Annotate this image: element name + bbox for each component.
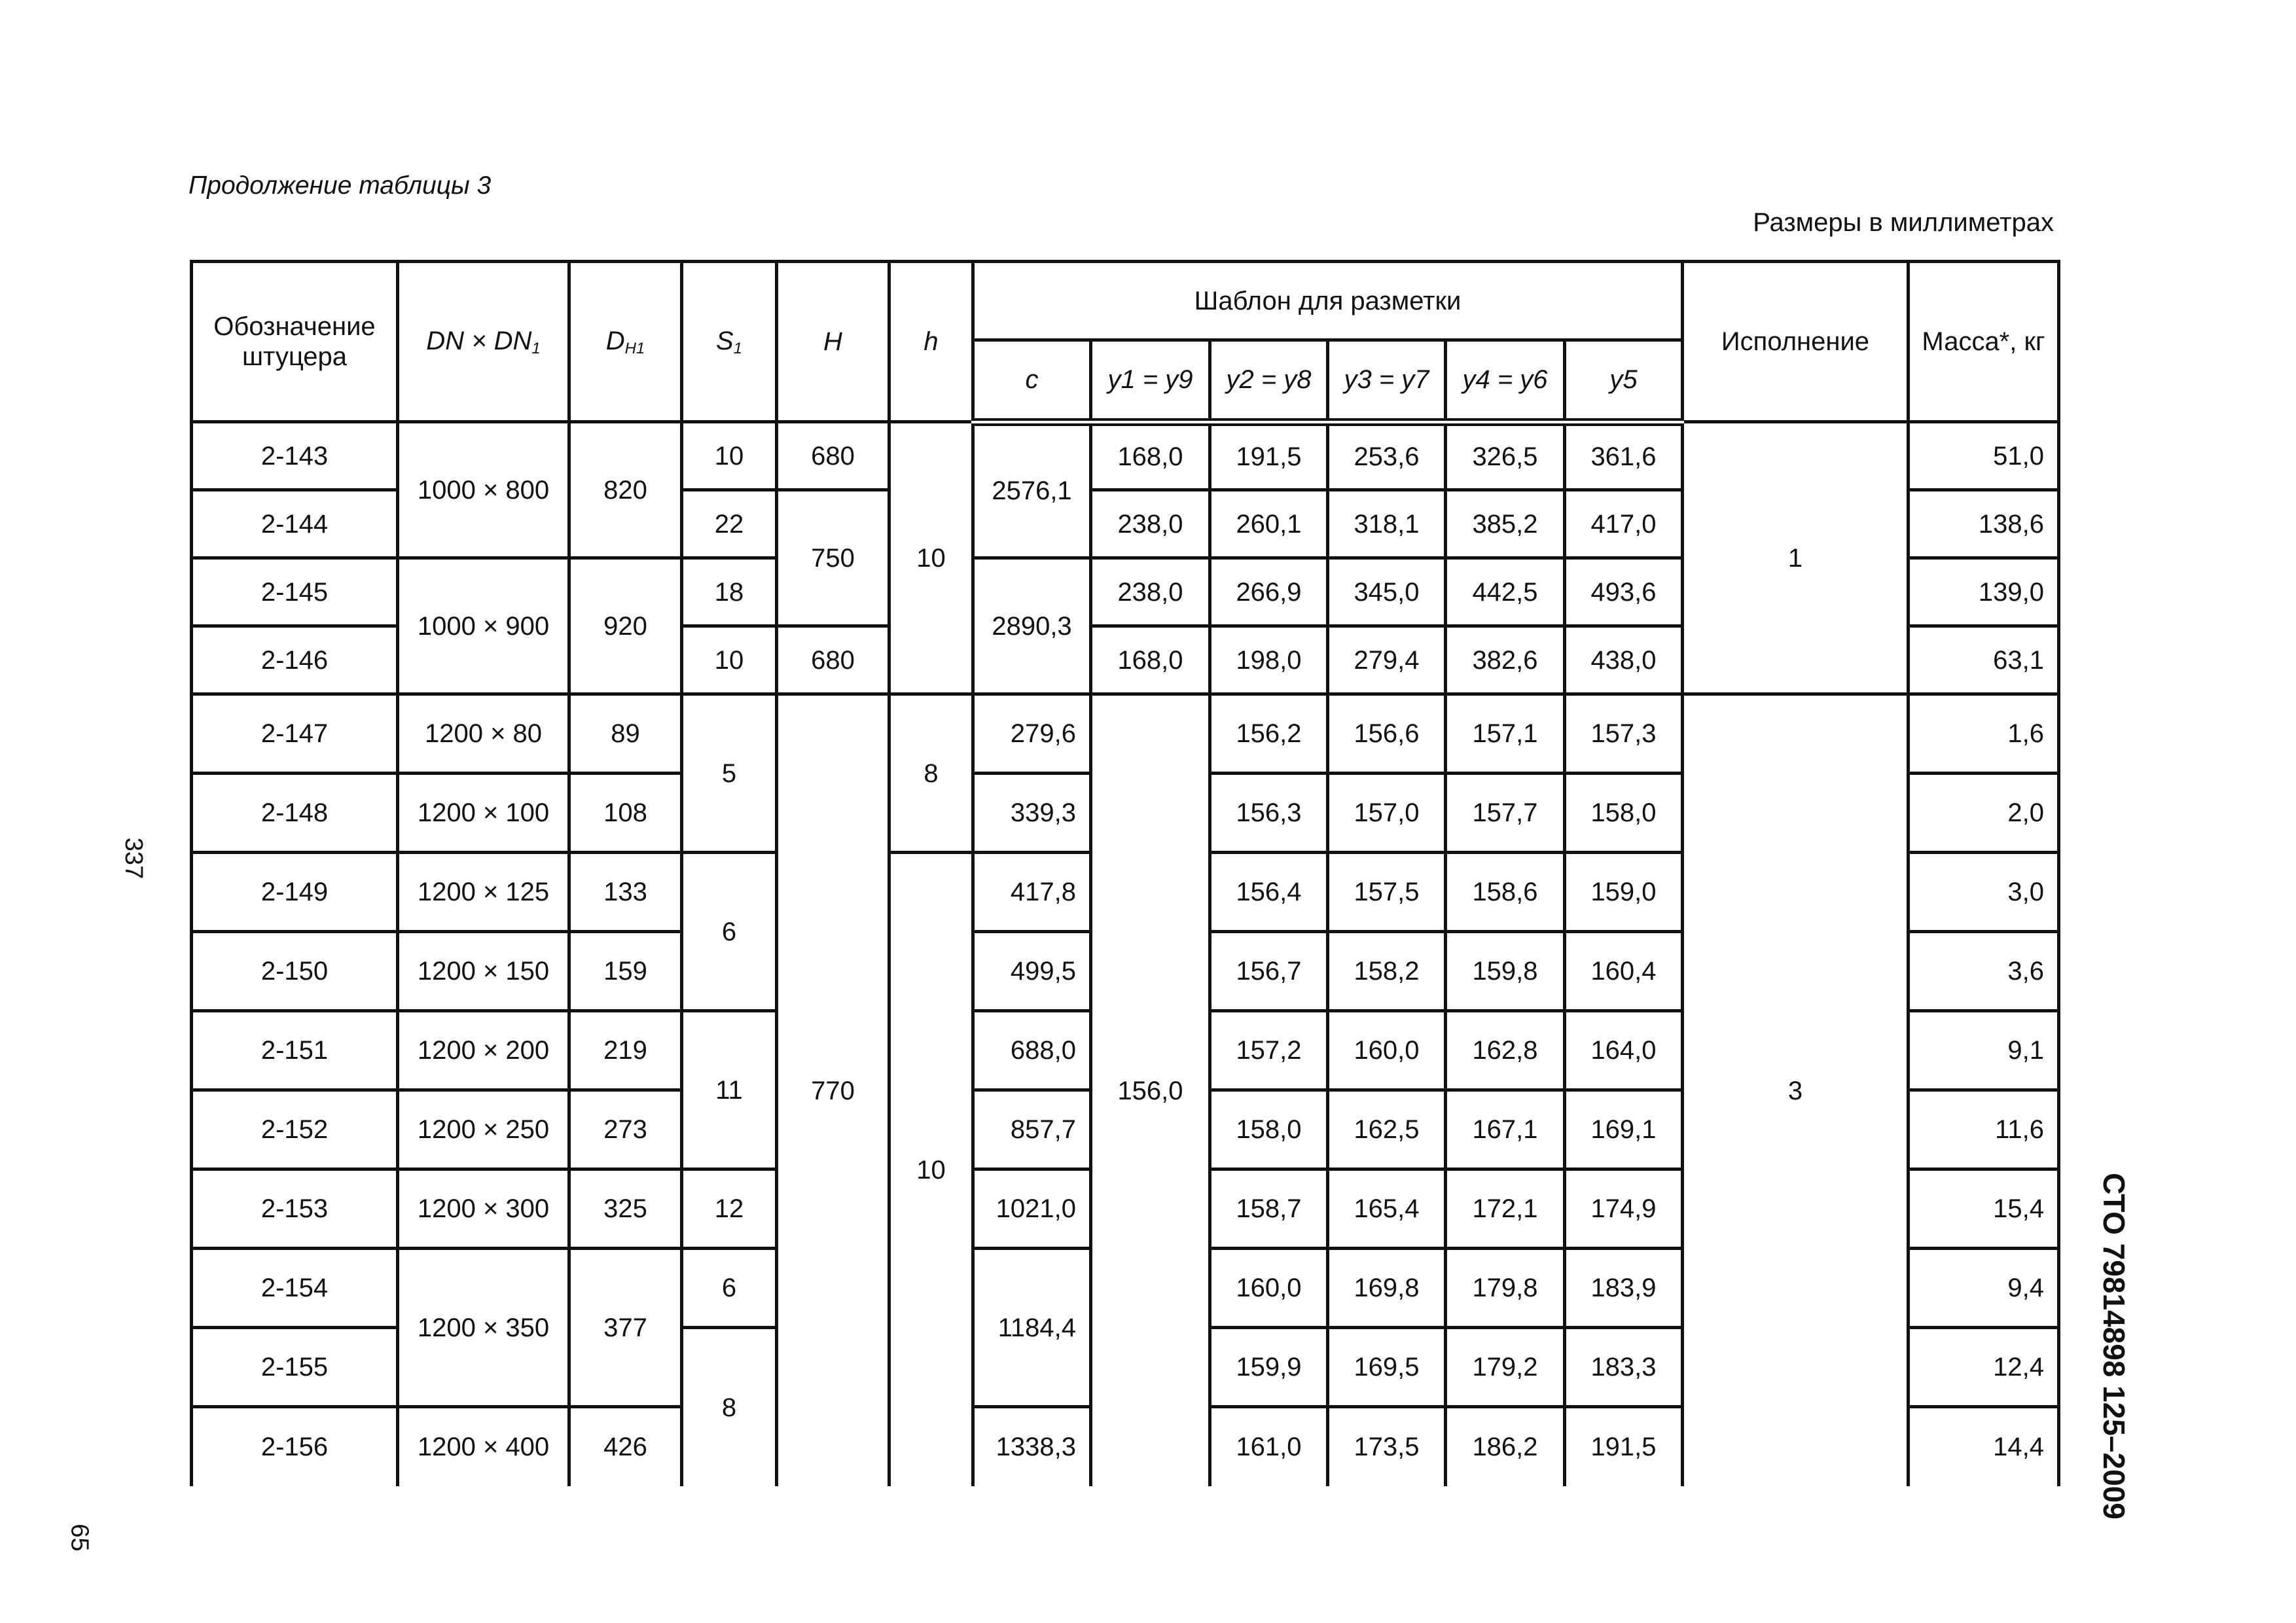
cell-y5: 157,3 [1565, 694, 1683, 774]
cell-y1: 238,0 [1091, 490, 1210, 558]
header-y3-y7: y3 = y7 [1328, 340, 1446, 422]
cell-y1: 168,0 [1091, 626, 1210, 694]
table-row [192, 422, 2059, 490]
cell-designation: 2-144 [192, 490, 398, 558]
cell-y3: 158,2 [1328, 932, 1446, 1011]
cell-execution: 3 [1683, 694, 1909, 1486]
cell-dn: 1200 × 400 [398, 1407, 569, 1486]
cell-designation: 2-154 [192, 1249, 398, 1328]
cell-y3: 345,0 [1328, 558, 1446, 626]
cell-y2: 191,5 [1210, 422, 1328, 490]
cell-y4: 326,5 [1446, 422, 1565, 490]
cell-y5: 164,0 [1565, 1011, 1683, 1090]
cell-y4: 158,6 [1446, 853, 1565, 932]
cell-y4: 172,1 [1446, 1169, 1565, 1249]
side-page-number: 337 [120, 837, 148, 880]
cell-designation: 2-145 [192, 558, 398, 626]
cell-dn: 1000 × 900 [398, 558, 569, 694]
cell-c: 279,6 [973, 694, 1091, 774]
header-H: H [777, 262, 889, 422]
bottom-page-number: 65 [65, 1524, 94, 1552]
cell-c: 688,0 [973, 1011, 1091, 1090]
cell-h: 8 [889, 694, 973, 853]
cell-y2: 160,0 [1210, 1249, 1328, 1328]
cell-mass: 3,0 [1909, 853, 2059, 932]
cell-dn: 1200 × 80 [398, 694, 569, 774]
cell-h: 10 [889, 422, 973, 694]
cell-y2: 156,2 [1210, 694, 1328, 774]
header-template: Шаблон для разметки [973, 262, 1683, 340]
header-s1-text: S [715, 326, 734, 355]
cell-y3: 169,8 [1328, 1249, 1446, 1328]
cell-y5: 169,1 [1565, 1090, 1683, 1169]
cell-y4: 179,8 [1446, 1249, 1565, 1328]
cell-y1: 156,0 [1091, 694, 1210, 1486]
header-execution: Исполнение [1683, 262, 1909, 422]
cell-mass: 3,6 [1909, 932, 2059, 1011]
cell-y3: 165,4 [1328, 1169, 1446, 1249]
units-note: Размеры в миллиметрах [1753, 208, 2054, 237]
cell-y2: 158,0 [1210, 1090, 1328, 1169]
cell-y4: 442,5 [1446, 558, 1565, 626]
cell-dh: 920 [569, 558, 682, 694]
header-s1 [682, 262, 777, 422]
cell-y2: 198,0 [1210, 626, 1328, 694]
header-dn-text: DN × DN [426, 326, 532, 355]
cell-dh: 820 [569, 422, 682, 558]
cell-c: 2890,3 [973, 558, 1091, 694]
header-y5: y5 [1565, 340, 1683, 422]
cell-dn: 1200 × 200 [398, 1011, 569, 1090]
cell-y3: 160,0 [1328, 1011, 1446, 1090]
dimensions-table [190, 260, 2060, 1486]
cell-designation: 2-152 [192, 1090, 398, 1169]
cell-dh: 325 [569, 1169, 682, 1249]
cell-y2: 156,3 [1210, 774, 1328, 853]
cell-y3: 156,6 [1328, 694, 1446, 774]
cell-designation: 2-155 [192, 1328, 398, 1407]
header-h: h [889, 262, 973, 422]
header-dn [398, 262, 569, 422]
cell-y3: 162,5 [1328, 1090, 1446, 1169]
cell-y2: 266,9 [1210, 558, 1328, 626]
cell-mass: 63,1 [1909, 626, 2059, 694]
header-mass: Масса*, кг [1909, 262, 2059, 422]
cell-mass: 9,4 [1909, 1249, 2059, 1328]
cell-H: 770 [777, 694, 889, 1486]
table-row [192, 694, 2059, 774]
cell-s1: 18 [682, 558, 777, 626]
cell-c: 1338,3 [973, 1407, 1091, 1486]
cell-y4: 162,8 [1446, 1011, 1565, 1090]
header-row-1 [192, 262, 2059, 340]
cell-y2: 158,7 [1210, 1169, 1328, 1249]
cell-designation: 2-143 [192, 422, 398, 490]
cell-y3: 318,1 [1328, 490, 1446, 558]
cell-mass: 138,6 [1909, 490, 2059, 558]
cell-mass: 9,1 [1909, 1011, 2059, 1090]
cell-dn: 1200 × 125 [398, 853, 569, 932]
cell-y4: 385,2 [1446, 490, 1565, 558]
cell-mass: 51,0 [1909, 422, 2059, 490]
header-designation: Обозначение штуцера [192, 262, 398, 422]
cell-dh: 426 [569, 1407, 682, 1486]
cell-y4: 186,2 [1446, 1407, 1565, 1486]
cell-H: 750 [777, 490, 889, 626]
header-dn-sub: 1 [531, 339, 541, 357]
cell-mass: 139,0 [1909, 558, 2059, 626]
cell-y2: 159,9 [1210, 1328, 1328, 1407]
cell-y5: 159,0 [1565, 853, 1683, 932]
cell-dn: 1200 × 300 [398, 1169, 569, 1249]
table-caption: Продолжение таблицы 3 [188, 171, 492, 200]
cell-y5: 160,4 [1565, 932, 1683, 1011]
cell-y3: 157,0 [1328, 774, 1446, 853]
cell-mass: 15,4 [1909, 1169, 2059, 1249]
header-y1-y9: y1 = y9 [1091, 340, 1210, 422]
cell-s1: 10 [682, 422, 777, 490]
cell-y2: 156,7 [1210, 932, 1328, 1011]
cell-mass: 2,0 [1909, 774, 2059, 853]
header-dh [569, 262, 682, 422]
cell-designation: 2-148 [192, 774, 398, 853]
cell-y5: 361,6 [1565, 422, 1683, 490]
cell-c: 2576,1 [973, 422, 1091, 558]
cell-dh: 89 [569, 694, 682, 774]
cell-dn: 1200 × 100 [398, 774, 569, 853]
cell-dh: 108 [569, 774, 682, 853]
cell-dh: 159 [569, 932, 682, 1011]
cell-y2: 260,1 [1210, 490, 1328, 558]
cell-y5: 191,5 [1565, 1407, 1683, 1486]
header-dh-text: D [605, 326, 625, 355]
cell-y2: 157,2 [1210, 1011, 1328, 1090]
cell-y3: 253,6 [1328, 422, 1446, 490]
cell-c: 1021,0 [973, 1169, 1091, 1249]
cell-y3: 279,4 [1328, 626, 1446, 694]
cell-c: 339,3 [973, 774, 1091, 853]
cell-y5: 183,9 [1565, 1249, 1683, 1328]
cell-mass: 11,6 [1909, 1090, 2059, 1169]
cell-designation: 2-150 [192, 932, 398, 1011]
cell-y4: 157,1 [1446, 694, 1565, 774]
header-c: c [973, 340, 1091, 422]
cell-s1: 11 [682, 1011, 777, 1169]
header-dh-sub: H1 [624, 339, 645, 357]
header-s1-sub: 1 [733, 339, 743, 357]
cell-c: 499,5 [973, 932, 1091, 1011]
cell-y5: 417,0 [1565, 490, 1683, 558]
cell-s1: 22 [682, 490, 777, 558]
cell-s1: 6 [682, 853, 777, 1011]
cell-dh: 219 [569, 1011, 682, 1090]
cell-designation: 2-149 [192, 853, 398, 932]
cell-c: 1184,4 [973, 1249, 1091, 1407]
cell-H: 680 [777, 626, 889, 694]
cell-s1: 8 [682, 1328, 777, 1486]
cell-dn: 1000 × 800 [398, 422, 569, 558]
cell-y4: 167,1 [1446, 1090, 1565, 1169]
cell-y5: 183,3 [1565, 1328, 1683, 1407]
cell-mass: 14,4 [1909, 1407, 2059, 1486]
cell-y5: 158,0 [1565, 774, 1683, 853]
cell-h: 10 [889, 853, 973, 1486]
cell-y5: 438,0 [1565, 626, 1683, 694]
cell-execution: 1 [1683, 422, 1909, 694]
cell-mass: 1,6 [1909, 694, 2059, 774]
cell-designation: 2-146 [192, 626, 398, 694]
cell-dh: 133 [569, 853, 682, 932]
cell-y5: 174,9 [1565, 1169, 1683, 1249]
cell-designation: 2-156 [192, 1407, 398, 1486]
cell-y2: 161,0 [1210, 1407, 1328, 1486]
cell-dh: 273 [569, 1090, 682, 1169]
cell-s1: 6 [682, 1249, 777, 1328]
cell-dh: 377 [569, 1249, 682, 1407]
cell-dn: 1200 × 350 [398, 1249, 569, 1407]
cell-mass: 12,4 [1909, 1328, 2059, 1407]
cell-dn: 1200 × 250 [398, 1090, 569, 1169]
cell-y3: 157,5 [1328, 853, 1446, 932]
cell-y1: 168,0 [1091, 422, 1210, 490]
cell-designation: 2-147 [192, 694, 398, 774]
cell-y4: 159,8 [1446, 932, 1565, 1011]
header-y4-y6: y4 = y6 [1446, 340, 1565, 422]
cell-H: 680 [777, 422, 889, 490]
cell-y2: 156,4 [1210, 853, 1328, 932]
cell-s1: 10 [682, 626, 777, 694]
cell-y4: 157,7 [1446, 774, 1565, 853]
cell-c: 857,7 [973, 1090, 1091, 1169]
cell-s1: 5 [682, 694, 777, 853]
cell-dn: 1200 × 150 [398, 932, 569, 1011]
cell-c: 417,8 [973, 853, 1091, 932]
cell-y4: 382,6 [1446, 626, 1565, 694]
cell-y5: 493,6 [1565, 558, 1683, 626]
cell-y3: 169,5 [1328, 1328, 1446, 1407]
cell-y1: 238,0 [1091, 558, 1210, 626]
header-y2-y8: y2 = y8 [1210, 340, 1328, 422]
cell-designation: 2-153 [192, 1169, 398, 1249]
document-code: СТО 79814898 125–2009 [2097, 1173, 2131, 1520]
cell-y4: 179,2 [1446, 1328, 1565, 1407]
cell-designation: 2-151 [192, 1011, 398, 1090]
cell-y3: 173,5 [1328, 1407, 1446, 1486]
cell-s1: 12 [682, 1169, 777, 1249]
